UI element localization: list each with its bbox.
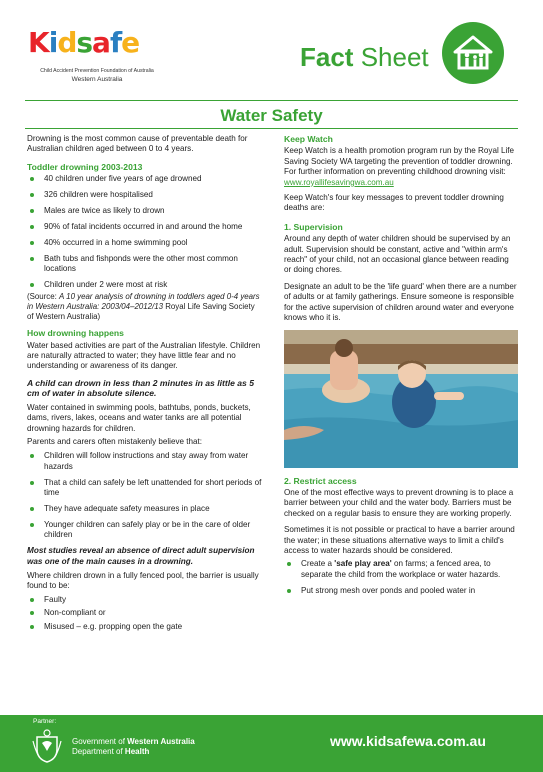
toddler-stats-list [27, 174, 263, 290]
list-item: They have adequate safety measures in place [27, 504, 263, 514]
supervision-heading: 1. Supervision [284, 221, 343, 232]
kidsafe-website-link[interactable]: www.kidsafewa.com.au [330, 733, 486, 749]
list-item: Bath tubs and fishponds were the other most common locations [27, 254, 263, 275]
fact-sheet-title: Fact Sheet [300, 42, 429, 72]
left-column [27, 134, 263, 635]
partner-label: Partner: [33, 718, 57, 725]
barrier-list [27, 595, 263, 632]
list-item: Non-compliant or [27, 608, 263, 618]
right-column [284, 134, 518, 602]
intro-paragraph: Drowning is the most common cause of preventable death for Australian children aged between 0 to 4 years. [27, 134, 248, 154]
how-paragraph-1: Water based activities are part of the Australian lifestyle. Children are naturally attracted to water; they have little fear and no understanding or awareness of its danger. [27, 340, 261, 371]
list-item: 40 children under five years of age drowned [27, 174, 263, 184]
wa-government-crest-icon [32, 729, 62, 763]
list-item: Younger children can safely play or be in the care of older children [27, 520, 263, 541]
list-item: Create a 'safe play area' on farms; a fenced area, to separate the child from the workplace or water hazards. [284, 559, 518, 580]
list-item: Misused – e.g. propping open the gate [27, 622, 263, 632]
source-citation: (Source: A 10 year analysis of drowning in toddlers aged 0-4 years in Western Australia: 2003/04–2012/13 Royal Life Saving Society of Western Australia) [27, 292, 260, 321]
title-rule-top [25, 100, 518, 101]
list-item: Children under 2 were most at risk [27, 280, 263, 290]
beliefs-list [27, 451, 263, 540]
emphasis-supervision-absence: Most studies reveal an absence of direct adult supervision was one of the main causes in a drowning. [27, 546, 255, 566]
fenced-pool-paragraph: Where children drown in a fully fenced pool, the barrier is usually found to be: [27, 570, 259, 591]
restrict-access-heading: 2. Restrict access [284, 475, 357, 486]
royal-life-saving-link[interactable]: www.royallifesavingwa.com.au [284, 177, 394, 187]
kidsafe-logo [22, 20, 162, 90]
restrict-list [284, 559, 518, 596]
government-label: Government of Western Australia [72, 737, 195, 746]
list-item: 40% occurred in a home swimming pool [27, 238, 263, 248]
header [0, 0, 543, 100]
toddler-heading: Toddler drowning 2003-2013 [27, 161, 143, 172]
page-title: Water Safety [220, 106, 323, 125]
list-item: Males are twice as likely to drown [27, 206, 263, 216]
key-messages-paragraph: Keep Watch's four key messages to prevent toddler drowning deaths are: [284, 193, 504, 213]
list-item: Put strong mesh over ponds and pooled water in [284, 586, 518, 596]
supervision-paragraph-2: Designate an adult to be the 'life guard' when there are a number of adults or at family gatherings. Ensure someone is responsible for the active supervision of children around water and everyone knows who it is. [284, 281, 517, 323]
kidsafe-logo-wordmark: Kidsafe [28, 26, 140, 59]
title-rule-bottom [25, 128, 518, 129]
how-heading: How drowning happens [27, 328, 124, 339]
emphasis-two-minutes: A child can drown in less than 2 minutes in as little as 5 cm of water in absolute silence. [27, 377, 254, 399]
footer [0, 715, 543, 772]
department-label: Department of Health [72, 747, 150, 756]
restrict-paragraph-2: Sometimes it is not possible or practical to have a barrier around the water; in these situations alternative ways to limit a child's access to water hazards should be considered. [284, 525, 515, 555]
house-family-icon [442, 22, 504, 84]
logo-org-name: Child Accident Prevention Foundation of Australia [40, 68, 154, 74]
supervision-paragraph-1: Around any depth of water children should be supervised by an adult. Supervision should be constant, active and "within arm's reach" of your child, not an occasional glance between reading or doing chores. [284, 234, 511, 275]
how-paragraph-3: Parents and carers often mistakenly believe that: [27, 436, 203, 446]
list-item: 90% of fatal incidents occurred in and around the home [27, 222, 263, 232]
list-item: 326 children were hospitalised [27, 190, 263, 200]
keep-watch-heading: Keep Watch [284, 134, 333, 144]
pool-supervision-photo [284, 330, 518, 468]
keep-watch-paragraph: Keep Watch is a health promotion program run by the Royal Life Saving Society WA targeting the prevention of toddler drowning. For further information on preventing childhood drowning visit: www.royallifesavingwa.com.au [284, 146, 515, 187]
logo-state: Western Australia [71, 76, 123, 83]
how-paragraph-2: Water contained in swimming pools, bathtubs, ponds, buckets, dams, rivers, lakes, oceans and water tanks are all potential drowning hazards for children. [27, 402, 251, 433]
list-item: Faulty [27, 595, 263, 605]
list-item: That a child can safely be left unattended for short periods of time [27, 478, 263, 499]
list-item: Children will follow instructions and stay away from water hazards [27, 451, 263, 472]
restrict-paragraph-1: One of the most effective ways to prevent drowning is to place a barrier between your child and the water body. Barriers must be checked on a regular basis to ensure they are working properly. [284, 487, 514, 518]
